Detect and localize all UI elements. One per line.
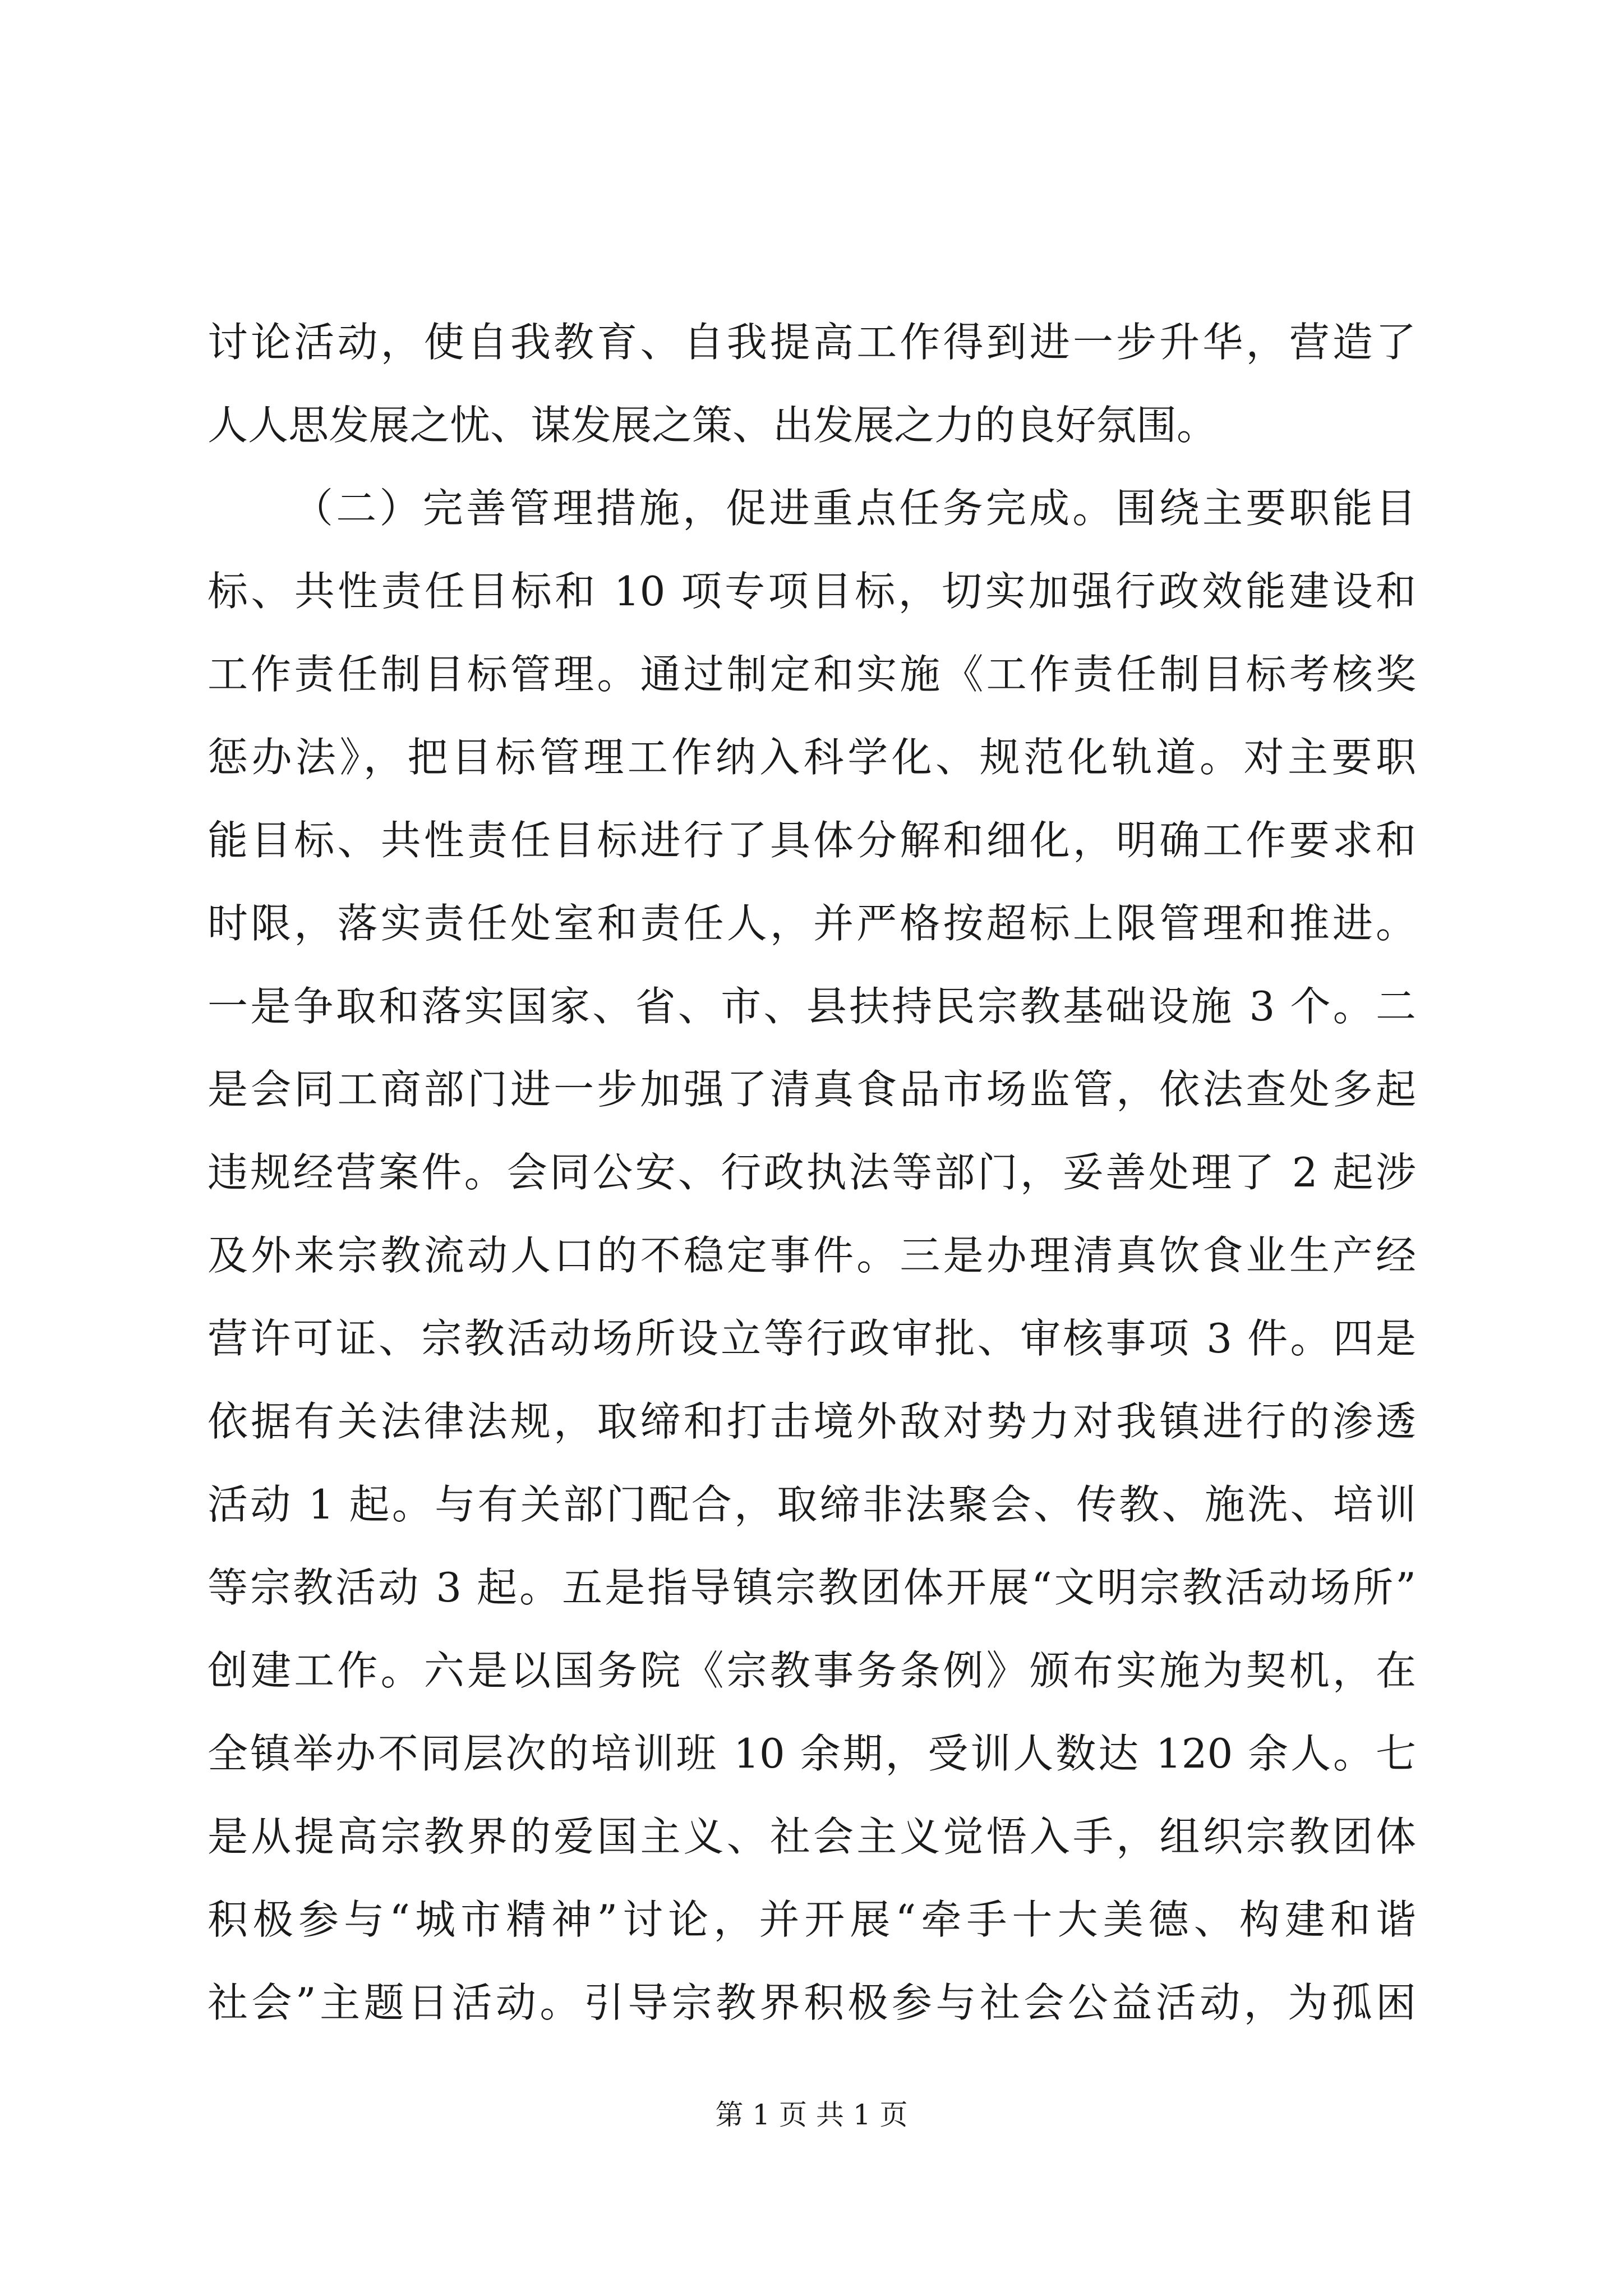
page-number-footer: 第 1 页 共 1 页 [715,2099,908,2131]
text-line: 能目标、共性责任目标进行了具体分解和细化，明确工作要求和 [208,817,1416,864]
text-line: 依据有关法律法规，取缔和打击境外敌对势力对我镇进行的渗透 [208,1398,1416,1445]
text-line: 工作责任制目标管理。通过制定和实施《工作责任制目标考核奖 [208,651,1416,698]
text-line: 等宗教活动 3 起。五是指导镇宗教团体开展“文明宗教活动场所” [208,1564,1416,1611]
text-line: 人人思发展之忧、谋发展之策、出发展之力的良好氛围。 [208,402,1218,449]
text-line: 讨论活动，使自我教育、自我提高工作得到进一步升华，营造了 [208,319,1416,366]
text-line: 创建工作。六是以国务院《宗教事务条例》颁布实施为契机，在 [208,1647,1416,1694]
text-line: 是会同工商部门进一步加强了清真食品市场监管，依法查处多起 [208,1066,1416,1113]
text-line: 营许可证、宗教活动场所设立等行政审批、审核事项 3 件。四是 [208,1315,1416,1362]
text-line: 违规经营案件。会同公安、行政执法等部门，妥善处理了 2 起涉 [208,1149,1416,1196]
text-line: 社会”主题日活动。引导宗教界积极参与社会公益活动，为孤困 [208,1979,1416,2026]
text-line: 积极参与“城市精神”讨论，并开展“牵手十大美德、构建和谐 [208,1896,1416,1943]
text-line: 一是争取和落实国家、省、市、县扶持民宗教基础设施 3 个。二 [208,983,1416,1030]
text-line: 标、共性责任目标和 10 项专项目标，切实加强行政效能建设和 [208,568,1416,615]
text-line: 及外来宗教流动人口的不稳定事件。三是办理清真饮食业生产经 [208,1232,1416,1279]
text-line: 全镇举办不同层次的培训班 10 余期，受训人数达 120 余人。七 [208,1730,1416,1777]
text-line: 活动 1 起。与有关部门配合，取缔非法聚会、传教、施洗、培训 [208,1481,1416,1528]
section-heading-line: （二）完善管理措施，促进重点任务完成。围绕主要职能目 [293,485,1416,532]
text-line: 惩办法》，把目标管理工作纳入科学化、规范化轨道。对主要职 [208,734,1416,781]
text-line: 时限，落实责任处室和责任人，并严格按超标上限管理和推进。 [208,900,1416,947]
text-line: 是从提高宗教界的爱国主义、社会主义觉悟入手，组织宗教团体 [208,1813,1416,1860]
body-text [208,301,1416,2044]
